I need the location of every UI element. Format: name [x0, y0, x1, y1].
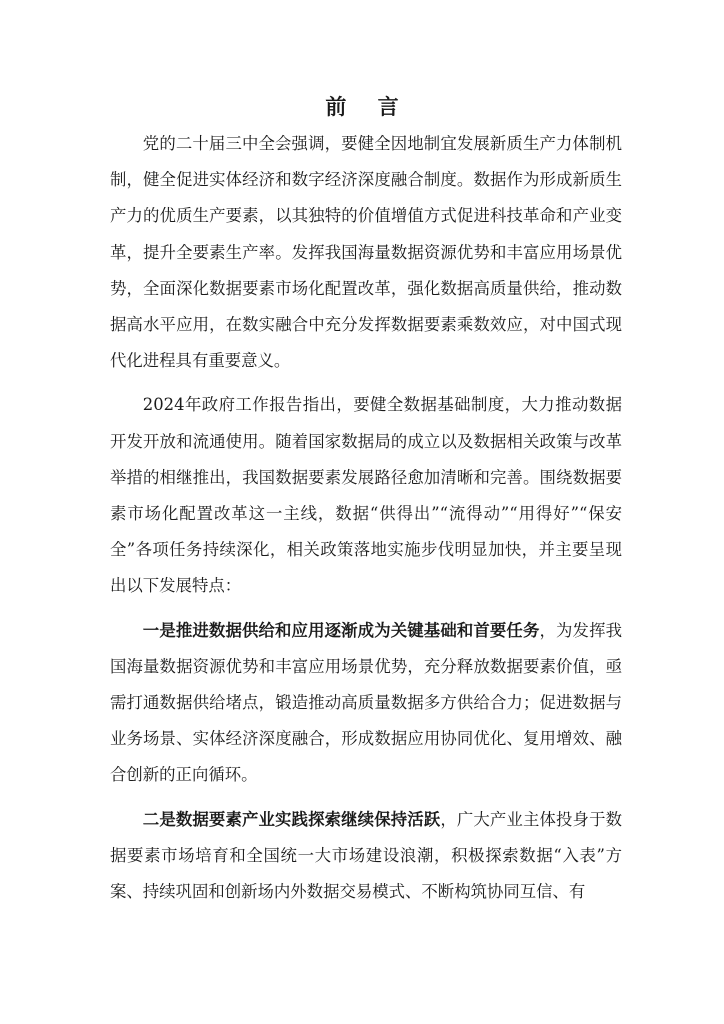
page-title: 前 言 — [325, 95, 411, 119]
paragraph-3 — [110, 613, 622, 794]
paragraph-4-lead: 二是数据要素产业实践探索继续保持活跃 — [142, 809, 441, 829]
paragraph-4 — [110, 802, 622, 911]
paragraph-4-text: ，广大产业主体投身于数据要素市场培育和全国统一大市场建设浪潮，积极探索数据“入表”方案、持续巩固和创新场内外数据交易模式、不断构筑协同互信、有 — [110, 809, 623, 902]
paragraph-1 — [110, 126, 622, 379]
paragraph-3-lead: 一是推进数据供给和应用逐渐成为关键基础和首要任务 — [142, 620, 540, 640]
paragraph-3-text: ，为发挥我国海量数据资源优势和丰富应用场景优势，充分释放数据要素价值，亟需打通数据供给堵点，锻造推动高质量数据多方供给合力；促进数据与业务场景、实体经济深度融合，形成数据应用协同优化、复用增效、融合创新的正向循环。 — [110, 620, 623, 785]
document-body — [110, 126, 622, 910]
paragraph-2-text: 2024年政府工作报告指出，要健全数据基础制度，大力推动数据开发开放和流通使用。随着国家数据局的成立以及数据相关政策与改革举措的相继推出，我国数据要素发展路径愈加清晰和完善。围绕数据要素市场化配置改革这一主线，数据“供得出”“流得动”“用得好”“保安全”各项任务持续深化，相关政策落地实施步伐明显加快，并主要呈现出以下发展特点： — [110, 395, 622, 596]
paragraph-1-text: 党的二十届三中全会强调，要健全因地制宜发展新质生产力体制机制，健全促进实体经济和数字经济深度融合制度。数据作为形成新质生产力的优质生产要素，以其独特的价值增值方式促进科技革命和产业变革，提升全要素生产率。发挥我国海量数据资源优势和丰富应用场景优势，全面深化数据要素市场化配置改革，强化数据高质量供给，推动数据高水平应用，在数实融合中充分发挥数据要素乘数效应，对中国式现代化进程具有重要意义。 — [110, 134, 622, 371]
paragraph-2 — [110, 387, 622, 604]
